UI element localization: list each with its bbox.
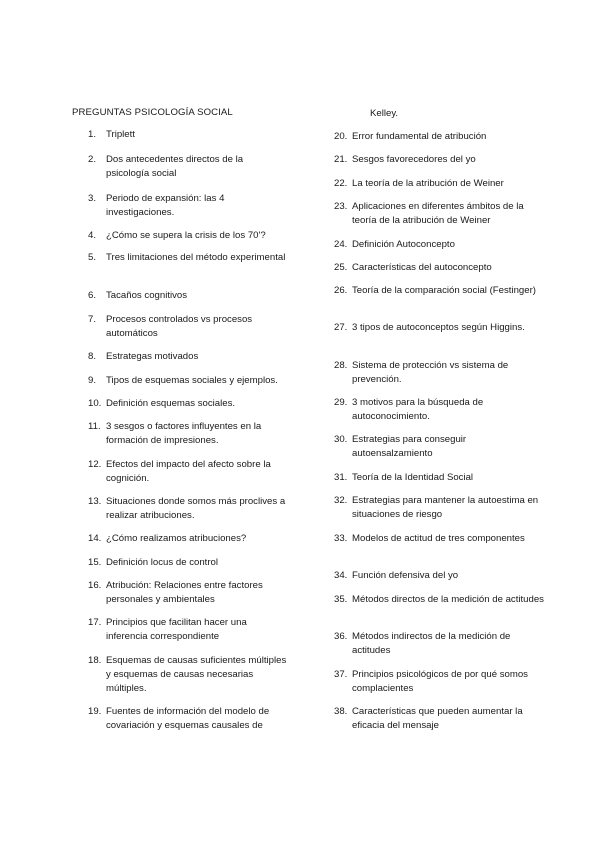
list-item <box>88 128 288 142</box>
item-text: Sesgos favorecedores del yo <box>352 154 476 165</box>
list-item <box>334 569 546 583</box>
item-text: Atribución: Relaciones entre factores personales y ambientales <box>106 580 263 606</box>
list-item <box>334 593 546 607</box>
list-item <box>334 177 546 191</box>
item-text: ¿Cómo se supera la crisis de los 70'? <box>106 230 266 241</box>
item-text: Tacaños cognitivos <box>106 290 188 301</box>
list-item <box>88 556 288 570</box>
list-item <box>334 130 546 144</box>
item-number: 36. <box>334 631 348 642</box>
list-item <box>334 200 546 228</box>
item-number: 4. <box>88 230 97 241</box>
list-item <box>88 313 288 341</box>
item-text: Aplicaciones en diferentes ámbitos de la teoría de la atribución de Weiner <box>352 201 524 227</box>
item-text: Estrategas motivados <box>106 351 199 362</box>
list-item <box>334 630 546 658</box>
list-item <box>88 420 288 448</box>
item-text: Definición locus de control <box>106 557 218 568</box>
item-number: 31. <box>334 472 348 483</box>
item-text: Periodo de expansión: las 4 investigaciones. <box>106 193 225 219</box>
list-item <box>88 579 288 607</box>
item-number: 21. <box>334 154 348 165</box>
item-text: Estrategias para mantener la autoestima en situaciones de riesgo <box>352 495 539 521</box>
item-number: 33. <box>334 533 348 544</box>
list-item <box>88 705 288 733</box>
document-title: PREGUNTAS PSICOLOGÍA SOCIAL <box>72 107 233 118</box>
item-number: 11. <box>88 421 101 432</box>
list-item <box>334 705 546 733</box>
item-number: 1. <box>88 129 97 140</box>
list-item <box>88 374 288 388</box>
item-number: 29. <box>334 397 348 408</box>
item-number: 13. <box>88 496 102 507</box>
list-item <box>334 238 546 252</box>
item-text: Características del autoconcepto <box>352 262 492 273</box>
list-item <box>334 494 546 522</box>
item-number: 25. <box>334 262 348 273</box>
list-item <box>88 397 288 411</box>
item-text: Teoría de la Identidad Social <box>352 472 474 483</box>
item-number: 34. <box>334 570 348 581</box>
item-text: Estrategias para conseguir autoensalzamiento <box>352 434 467 460</box>
item-text: Métodos directos de la medición de actitudes <box>352 594 544 605</box>
item-number: 15. <box>88 557 102 568</box>
list-item <box>334 153 546 167</box>
item-text: Definición Autoconcepto <box>352 239 455 250</box>
item-number: 19. <box>88 706 102 717</box>
item-text: La teoría de la atribución de Weiner <box>352 178 504 189</box>
item-number: 24. <box>334 239 348 250</box>
item-number: 14. <box>88 533 102 544</box>
list-item <box>88 458 288 486</box>
item-number: 35. <box>334 594 348 605</box>
item-number: 38. <box>334 706 348 717</box>
item-number: 12. <box>88 459 102 470</box>
list-item <box>334 284 546 298</box>
item-number: 10. <box>88 398 102 409</box>
list-item <box>88 192 288 220</box>
item-text: Efectos del impacto del afecto sobre la cognición. <box>106 459 271 485</box>
list-item <box>334 261 546 275</box>
item-number: 37. <box>334 669 348 680</box>
item-number: 27. <box>334 322 348 333</box>
item-text: Dos antecedentes directos de la psicología social <box>106 154 244 180</box>
item-text: Error fundamental de atribución <box>352 131 487 142</box>
continuation-text: Kelley. <box>370 108 399 119</box>
list-item <box>88 289 288 303</box>
item-text: 3 sesgos o factores influyentes en la formación de impresiones. <box>106 421 262 447</box>
list-item <box>334 396 546 424</box>
list-item <box>88 654 288 697</box>
item-number: 3. <box>88 193 97 204</box>
list-item <box>88 616 288 644</box>
item-number: 18. <box>88 655 102 666</box>
item-text: Modelos de actitud de tres componentes <box>352 533 525 544</box>
item-text: Procesos controlados vs procesos automáticos <box>106 314 253 340</box>
item-text: Esquemas de causas suficientes múltiples y esquemas de causas necesarias múltiples. <box>106 655 287 695</box>
list-item <box>88 532 288 546</box>
list-item <box>88 229 288 243</box>
list-item <box>334 668 546 696</box>
item-number: 5. <box>88 252 97 263</box>
list-item <box>334 471 546 485</box>
list-item <box>334 532 546 546</box>
item-number: 7. <box>88 314 97 325</box>
item-number: 2. <box>88 154 97 165</box>
item-text: Sistema de protección vs sistema de prevención. <box>352 360 509 386</box>
item-text: Tres limitaciones del método experimental <box>106 252 286 263</box>
item-text: Definición esquemas sociales. <box>106 398 236 409</box>
item-number: 20. <box>334 131 348 142</box>
item-text: Teoría de la comparación social (Festinger) <box>352 285 536 296</box>
item-number: 6. <box>88 290 97 301</box>
item-number: 16. <box>88 580 102 591</box>
item-text: Métodos indirectos de la medición de actitudes <box>352 631 511 657</box>
item-number: 30. <box>334 434 348 445</box>
list-item <box>334 321 546 335</box>
item-number: 23. <box>334 201 348 212</box>
item-text: Características que pueden aumentar la eficacia del mensaje <box>352 706 523 732</box>
list-item <box>334 359 546 387</box>
list-item <box>334 433 546 461</box>
item-text: Situaciones donde somos más proclives a realizar atribuciones. <box>106 496 286 522</box>
item-number: 26. <box>334 285 348 296</box>
item-number: 8. <box>88 351 97 362</box>
item-text: Función defensiva del yo <box>352 570 459 581</box>
list-item <box>88 350 288 364</box>
item-text: ¿Cómo realizamos atribuciones? <box>106 533 247 544</box>
item-text: Tipos de esquemas sociales y ejemplos. <box>106 375 278 386</box>
item-text: Fuentes de información del modelo de covariación y esquemas causales de <box>106 706 270 732</box>
list-item <box>88 495 288 523</box>
item-text: 3 motivos para la búsqueda de autoconocimiento. <box>352 397 484 423</box>
item-text: 3 tipos de autoconceptos según Higgins. <box>352 322 525 333</box>
item-number: 22. <box>334 178 348 189</box>
list-item <box>88 153 288 181</box>
list-item <box>88 251 288 265</box>
item-number: 17. <box>88 617 102 628</box>
item-number: 32. <box>334 495 348 506</box>
item-number: 9. <box>88 375 97 386</box>
item-text: Principios psicológicos de por qué somos complacientes <box>352 669 528 695</box>
item-number: 28. <box>334 360 348 371</box>
item-text: Triplett <box>106 129 135 140</box>
item-text: Principios que facilitan hacer una inferencia correspondiente <box>106 617 247 643</box>
